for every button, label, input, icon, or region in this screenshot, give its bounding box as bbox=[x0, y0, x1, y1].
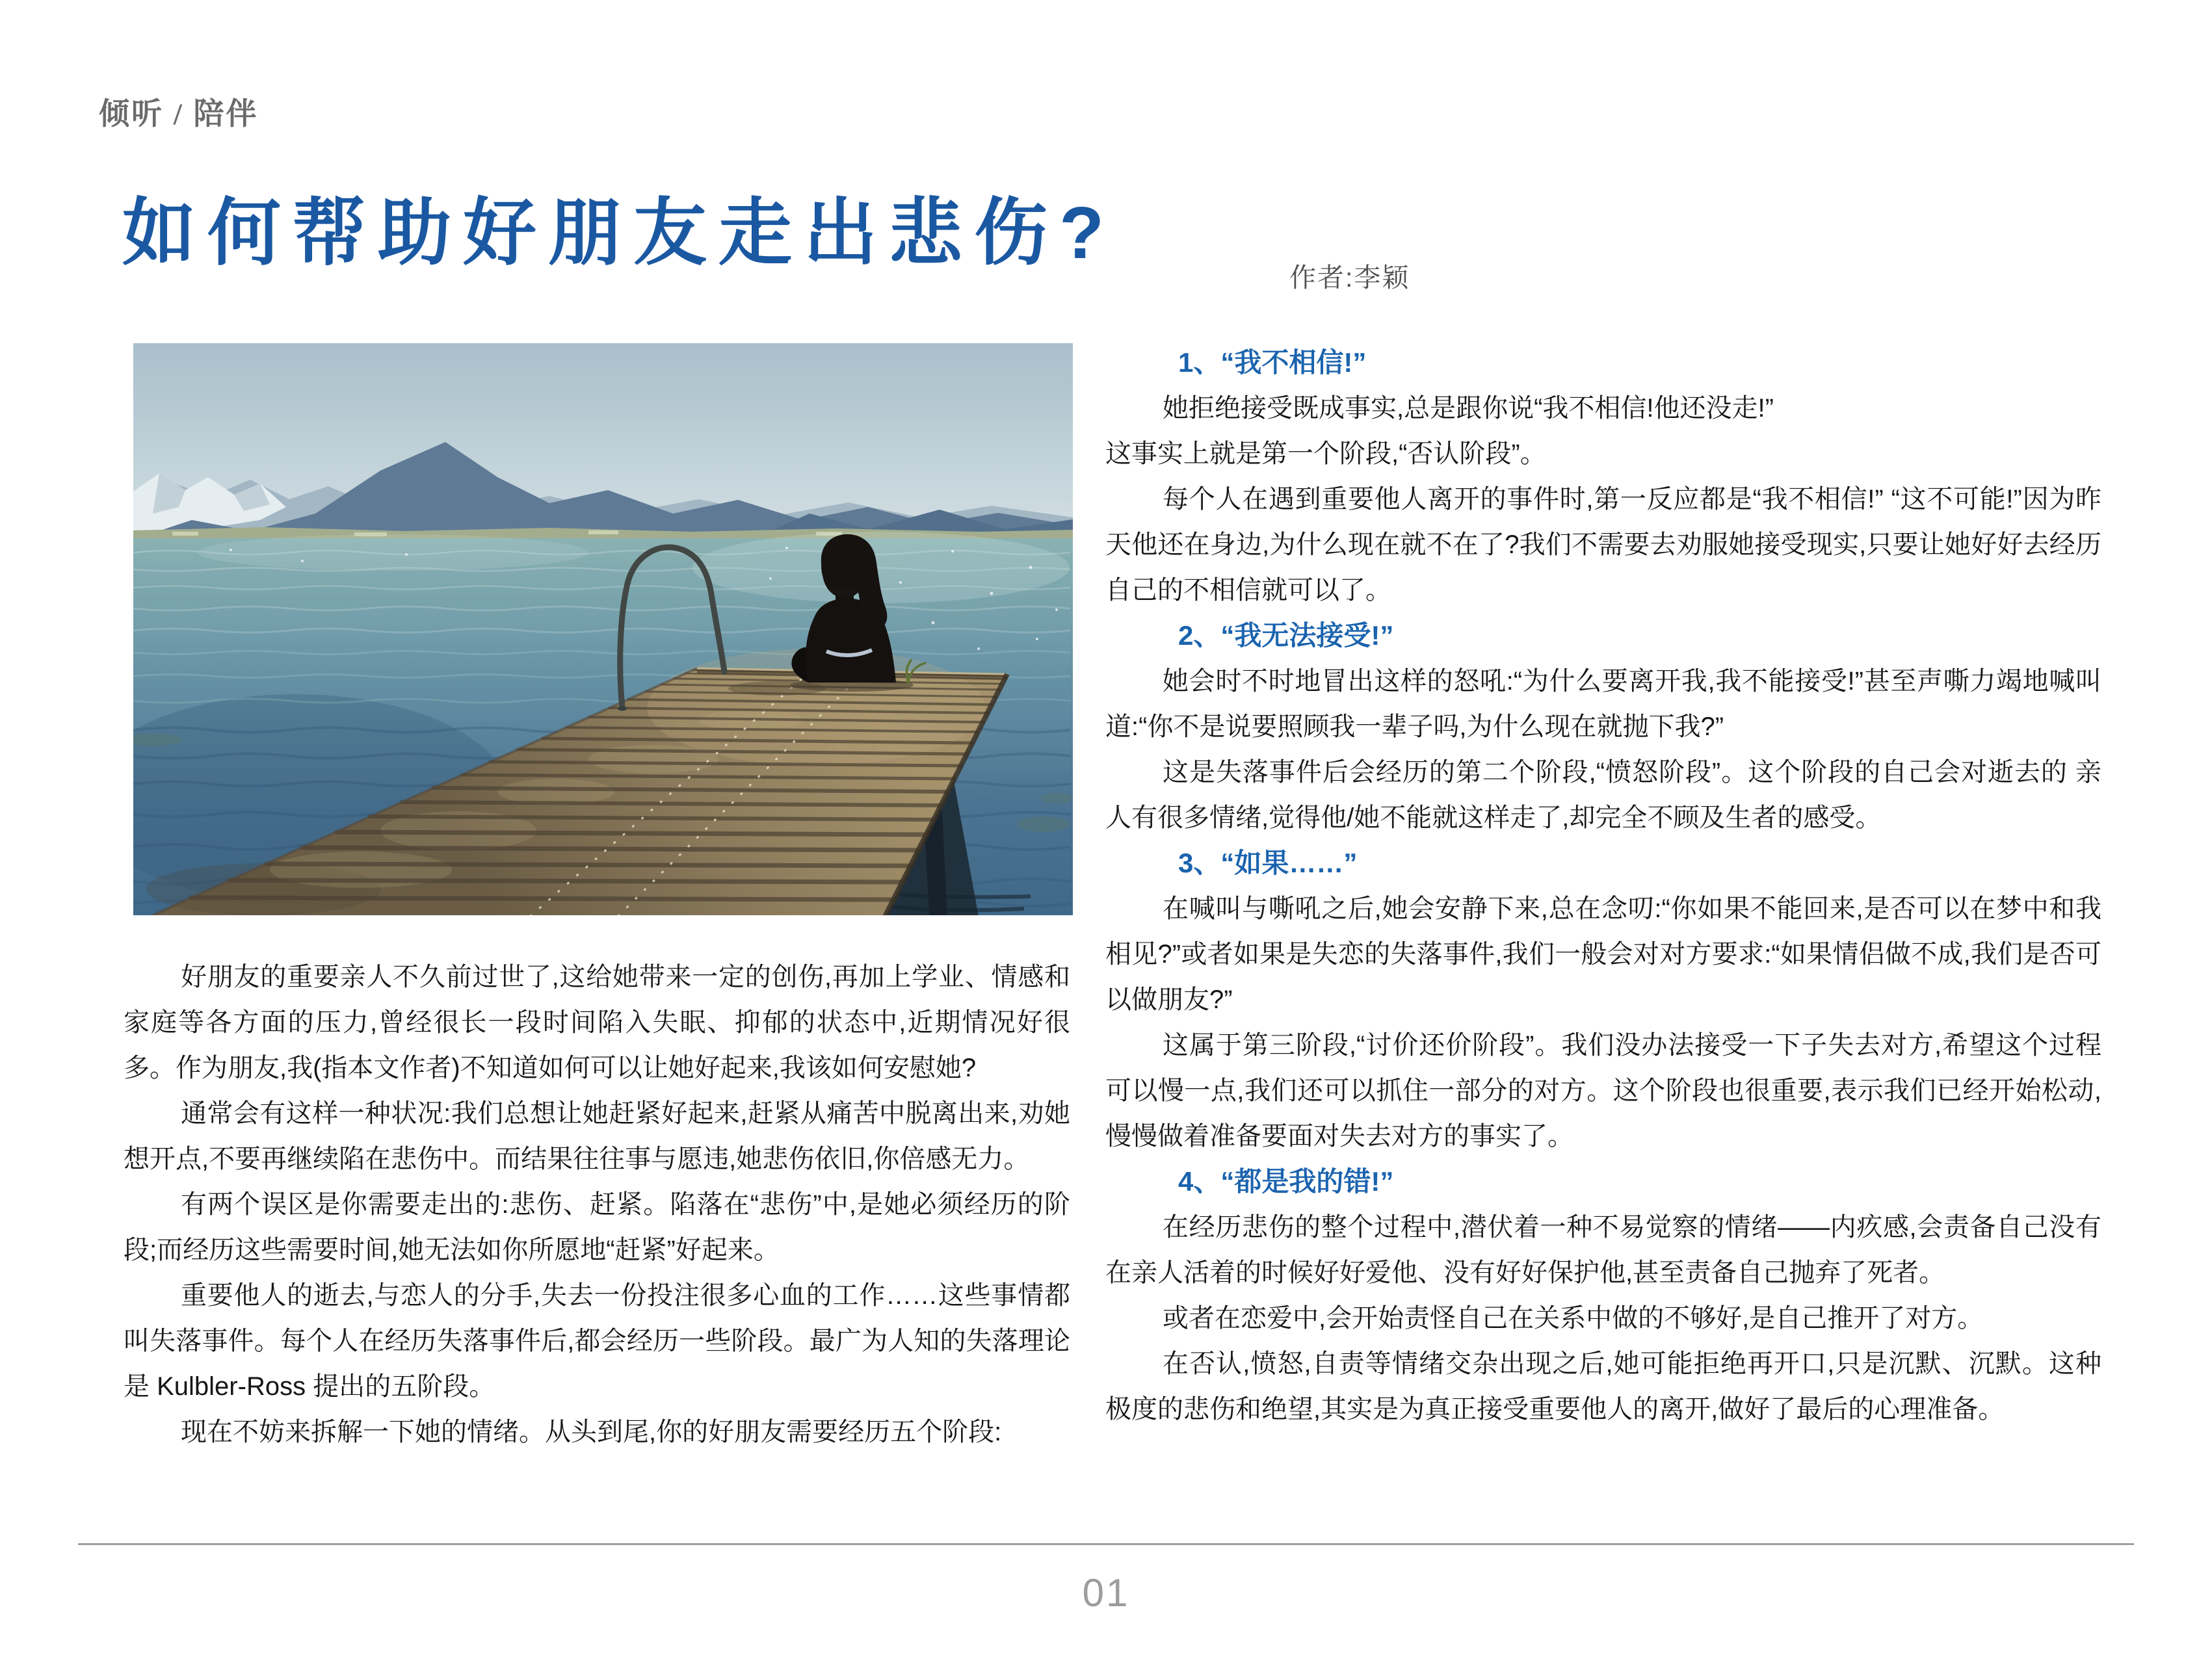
left-text-column bbox=[124, 954, 1070, 1455]
paragraph: 或者在恋爱中,会开始责怪自己在关系中做的不够好,是自己推开了对方。 bbox=[1163, 1304, 1984, 1333]
footer-divider bbox=[78, 1543, 2134, 1545]
rail-waterline bbox=[618, 707, 627, 711]
paragraph: 这事实上就是第一个阶段,“否认阶段”。 bbox=[1105, 439, 1546, 468]
paragraph: 重要他人的逝去,与恋人的分手,失去一份投注很多心血的工作……这些事情都叫失落事件。每个人在经历失落事件后,都会经历一些阶段。最广为人知的失落理论是 Kulbler-Ross 提出的五阶段。 bbox=[124, 1281, 1070, 1401]
section-heading-3: 3、“如果……” bbox=[1178, 848, 1358, 878]
section-heading-4: 4、“都是我的错!” bbox=[1178, 1166, 1394, 1197]
paragraph: 在经历悲伤的整个过程中,潜伏着一种不易觉察的情绪——内疚感,会责备自己没有在亲人活着的时候好好爱他、没有好好保护他,甚至责备自己抛弃了死者。 bbox=[1105, 1213, 2101, 1287]
paragraph: 有两个误区是你需要走出的:悲伤、赶紧。陷落在“悲伤”中,是她必须经历的阶段;而经历这些需要时间,她无法如你所愿地“赶紧”好起来。 bbox=[124, 1190, 1070, 1264]
right-text-column bbox=[1105, 340, 2101, 1432]
article-author: 作者:李颖 bbox=[1289, 263, 1410, 293]
section-category: 倾听 / 陪伴 bbox=[99, 98, 259, 131]
paragraph: 在喊叫与嘶吼之后,她会安静下来,总在念叨:“你如果不能回来,是否可以在梦中和我相见?”或者如果是失恋的失落事件,我们一般会对对方要求:“如果情侣做不成,我们是否可以做朋友?” bbox=[1105, 894, 2101, 1014]
paragraph: 每个人在遇到重要他人离开的事件时,第一反应都是“我不相信!” “这不可能!”因为昨天他还在身边,为什么现在就不在了?我们不需要去劝服她接受现实,只要让她好好去经历自己的不相信就可以了。 bbox=[1105, 485, 2101, 605]
paragraph: 她会时不时地冒出这样的怒吼:“为什么要离开我,我不能接受!”甚至声嘶力竭地喊叫道:“你不是说要照顾我一辈子吗,为什么现在就抛下我?” bbox=[1105, 667, 2101, 741]
paragraph: 好朋友的重要亲人不久前过世了,这给她带来一定的创伤,再加上学业、情感和家庭等各方面的压力,曾经很长一段时间陷入失眠、抑郁的状态中,近期情况好很多。作为朋友,我(指本文作者)不知道如何可以让她好起来,我该如何安慰她? bbox=[124, 963, 1070, 1082]
page-number: 01 bbox=[1082, 1571, 1130, 1615]
paragraph: 她拒绝接受既成事实,总是跟你说“我不相信!他还没走!” bbox=[1163, 394, 1774, 423]
article-photo bbox=[133, 343, 1073, 915]
section-heading-2: 2、“我无法接受!” bbox=[1178, 620, 1394, 651]
paragraph: 这是失落事件后会经历的第二个阶段,“愤怒阶段”。这个阶段的自己会对逝去的 亲人有很多情绪,觉得他/她不能就这样走了,却完全不顾及生者的感受。 bbox=[1105, 758, 2101, 832]
section-heading-1: 1、“我不相信!” bbox=[1178, 347, 1367, 378]
paragraph: 现在不妨来拆解一下她的情绪。从头到尾,你的好朋友需要经历五个阶段: bbox=[181, 1418, 1002, 1446]
article-title: 如何帮助好朋友走出悲伤? bbox=[122, 192, 1116, 274]
paragraph: 这属于第三阶段,“讨价还价阶段”。我们没办法接受一下子失去对方,希望这个过程可以慢一点,我们还可以抓住一部分的对方。这个阶段也很重要,表示我们已经开始松动,慢慢做着准备要面对失去对方的事实了。 bbox=[1105, 1031, 2101, 1151]
paragraph: 在否认,愤怒,自责等情绪交杂出现之后,她可能拒绝再开口,只是沉默、沉默。这种极度的悲伤和绝望,其实是为真正接受重要他人的离开,做好了最后的心理准备。 bbox=[1105, 1349, 2101, 1424]
lake-dock-illustration bbox=[133, 343, 1073, 915]
paragraph: 通常会有这样一种状况:我们总想让她赶紧好起来,赶紧从痛苦中脱离出来,劝她想开点,不要再继续陷在悲伤中。而结果往往事与愿违,她悲伤依旧,你倍感无力。 bbox=[124, 1099, 1070, 1173]
